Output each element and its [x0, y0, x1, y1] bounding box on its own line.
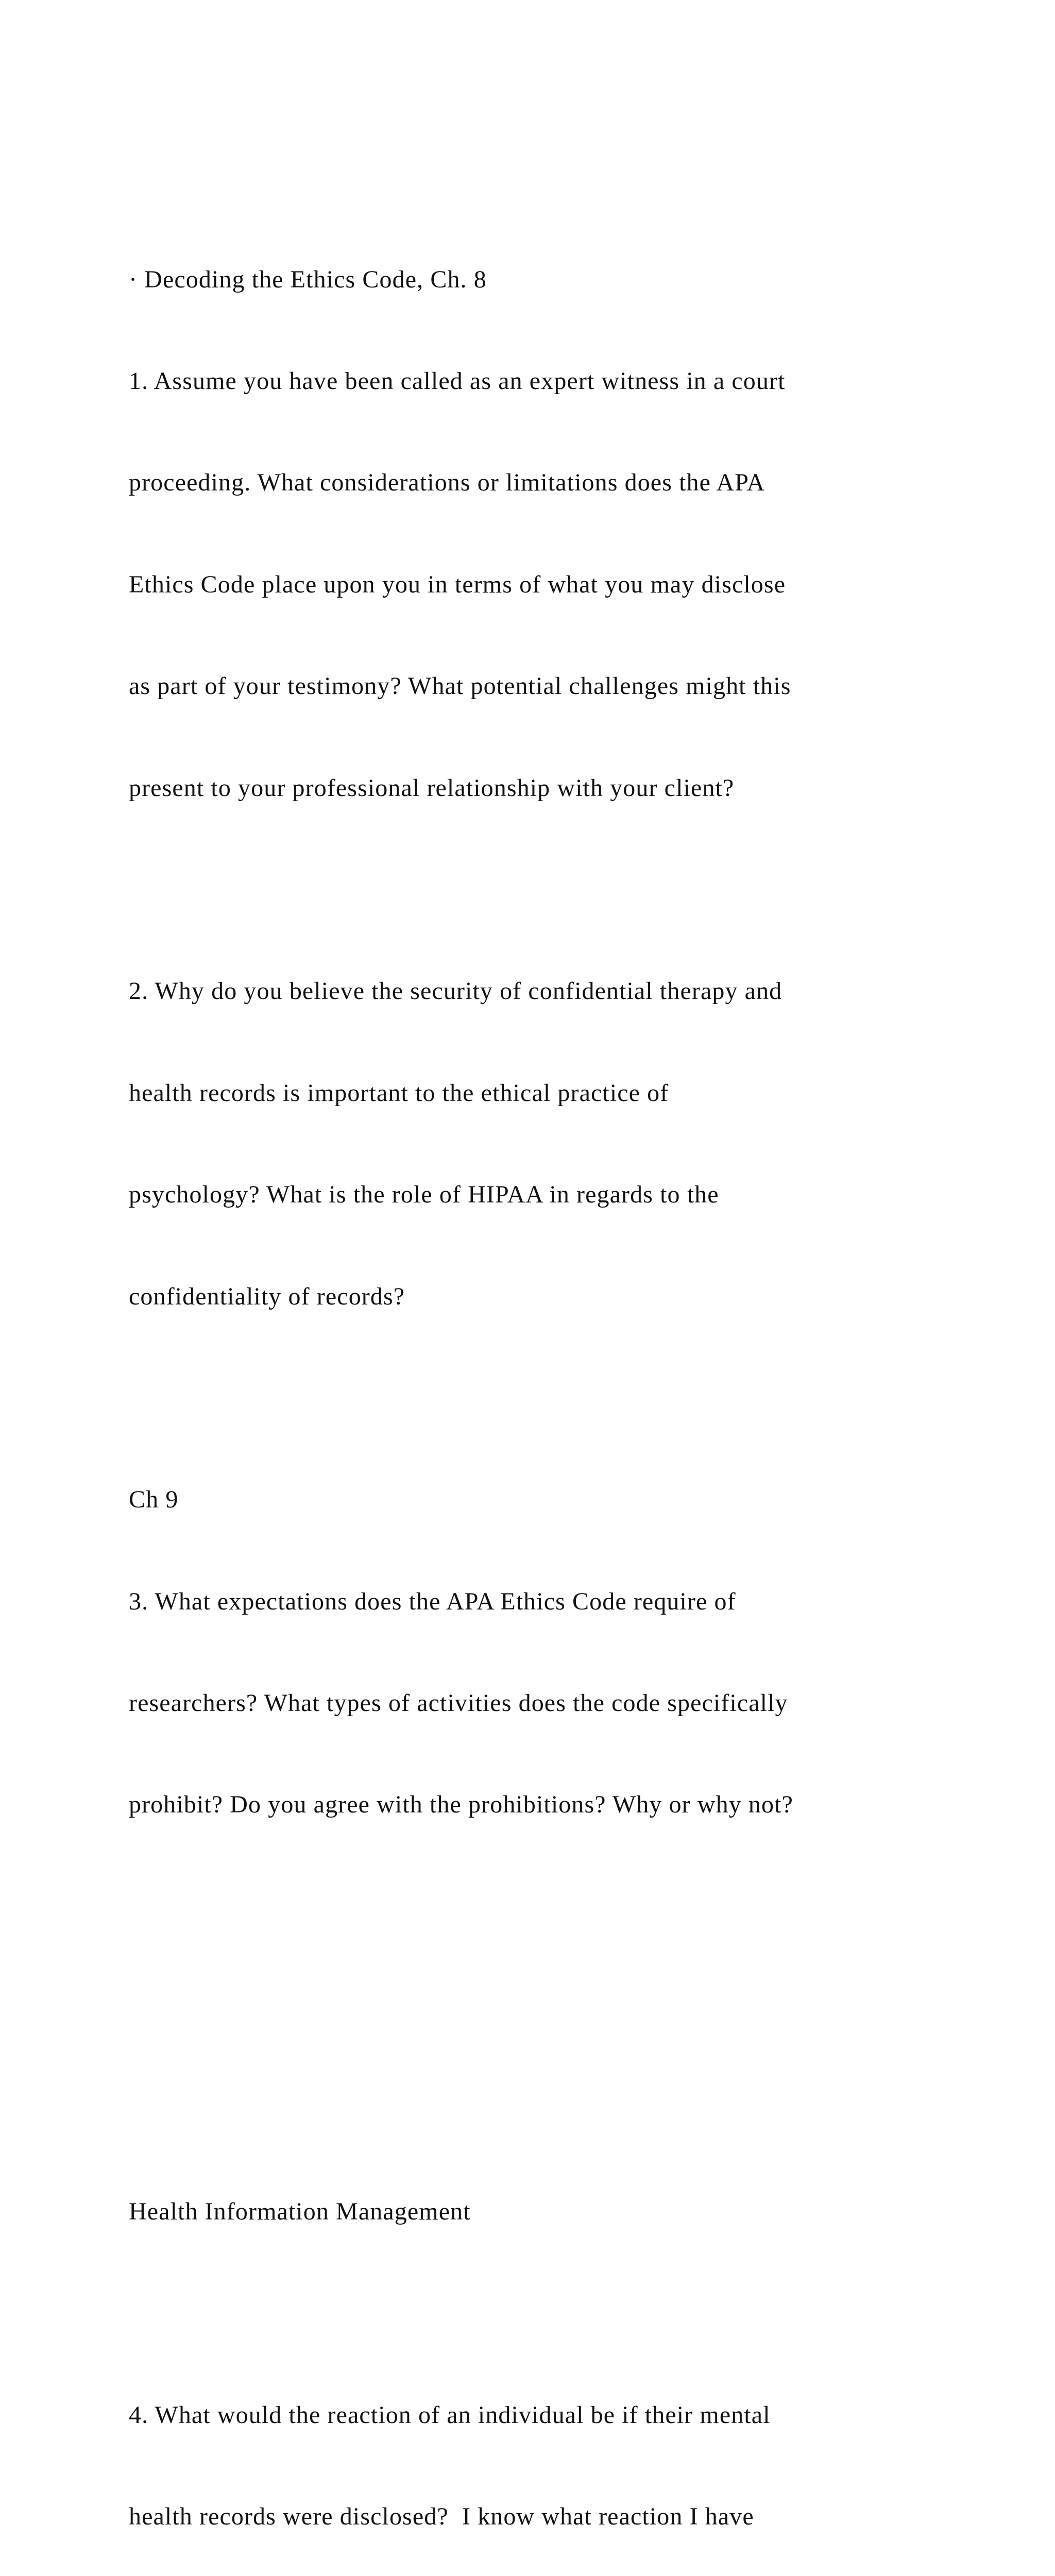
text-line: 2. Why do you believe the security of confidential therapy and	[129, 977, 782, 1005]
text-line: 3. What expectations does the APA Ethics Code require of	[129, 1587, 736, 1615]
section-heading: Health Information Management	[129, 2198, 471, 2226]
text-line: as part of your testimony? What potential challenges might this	[129, 672, 791, 700]
text-line: present to your professional relationship with your client?	[129, 774, 735, 802]
section-heading: Ch 9	[129, 1486, 179, 1514]
blank-line	[129, 1381, 1015, 1415]
text-line: Ethics Code place upon you in terms of what you may disclose	[129, 570, 786, 598]
text-line: 4. What would the reaction of an individual be if their mental	[129, 2401, 771, 2429]
text-line: health records were disclosed? I know what reaction I have	[129, 2503, 754, 2531]
text-line: · Decoding the Ethics Code, Ch. 8	[129, 265, 487, 293]
document-body	[129, 195, 1015, 2576]
text-line: proceeding. What considerations or limitations does the APA	[129, 469, 765, 497]
blank-line	[129, 2296, 1015, 2330]
blank-line	[129, 873, 1015, 907]
blank-line	[129, 1991, 1015, 2025]
text-line: confidentiality of records?	[129, 1282, 405, 1310]
blank-line	[129, 2093, 1015, 2127]
text-line: 1. Assume you have been called as an expert witness in a court	[129, 367, 786, 395]
text-line: health records is important to the ethical practice of	[129, 1079, 669, 1107]
text-line: psychology? What is the role of HIPAA in regards to the	[129, 1181, 719, 1209]
text-line: researchers? What types of activities does the code specifically	[129, 1689, 788, 1717]
text-line: prohibit? Do you agree with the prohibitions? Why or why not?	[129, 1791, 793, 1819]
blank-line	[129, 1890, 1015, 1924]
